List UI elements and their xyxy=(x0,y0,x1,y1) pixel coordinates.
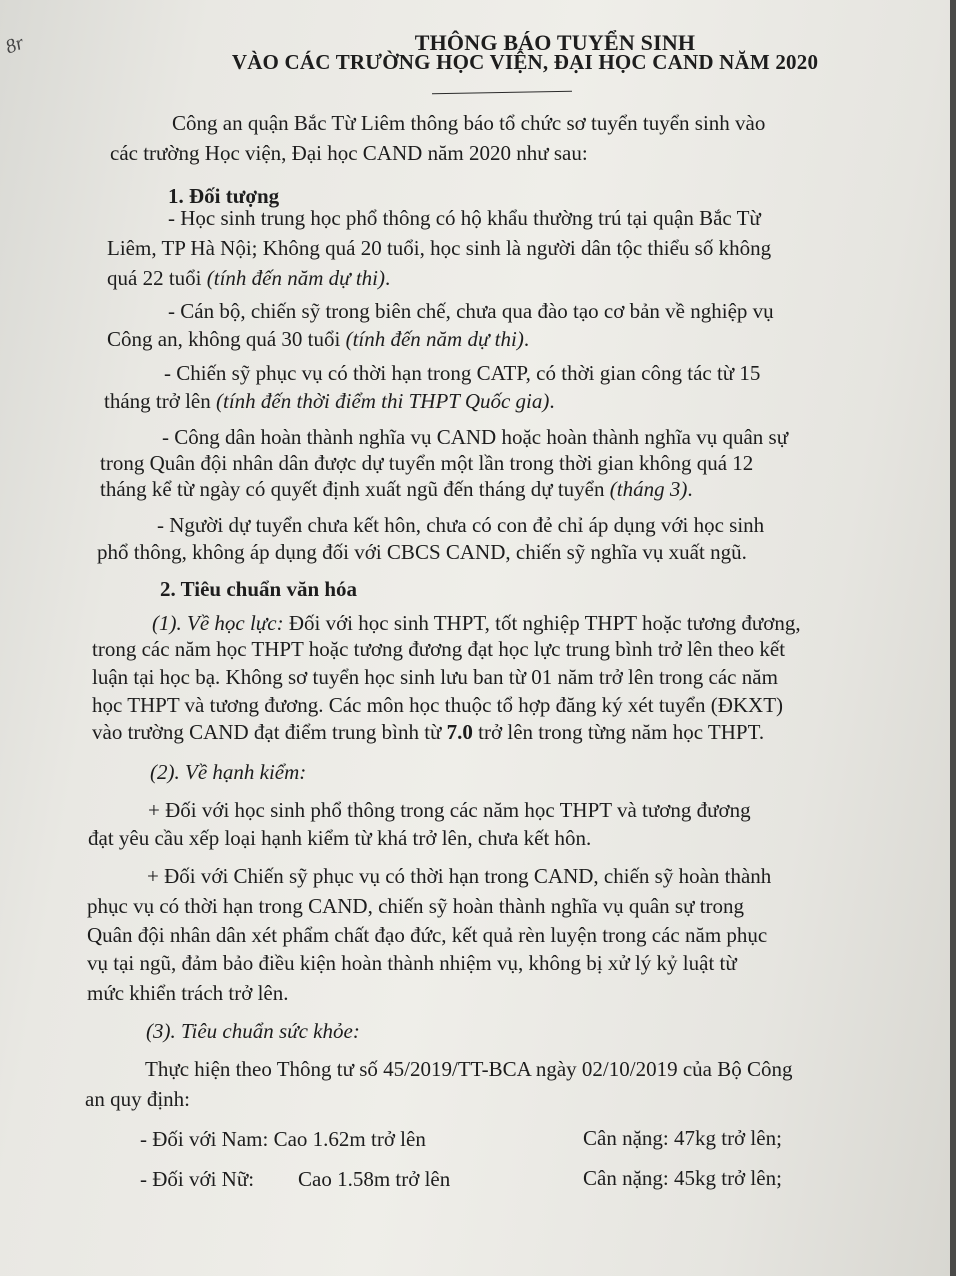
s1-p3-line-1: - Chiến sỹ phục vụ có thời hạn trong CATP, có thời gian công tác từ 15 xyxy=(164,361,761,385)
handwritten-corner-mark: 8r xyxy=(2,31,27,59)
intro-line-1: Công an quận Bắc Từ Liêm thông báo tổ chức sơ tuyển tuyển sinh vào xyxy=(172,111,766,135)
nu-height-requirement: Cao 1.58m trở lên xyxy=(298,1167,451,1191)
s2-hk-label: (2). Về hạnh kiểm: xyxy=(150,760,307,784)
s2-hl-label: (1). Về học lực: xyxy=(152,611,284,635)
s2-hk2-line-1: + Đối với Chiến sỹ phục vụ có thời hạn trong CAND, chiến sỹ hoàn thành xyxy=(147,864,772,888)
s1-p3-line-2 xyxy=(104,388,555,414)
s1-p1-l3-text: quá 22 tuổi xyxy=(107,266,207,290)
s2-hk2-line-3: Quân đội nhân dân xét phẩm chất đạo đức, kết quả rèn luyện trong các năm phục xyxy=(87,923,768,947)
s1-p4-l3-italic: (tháng 3) xyxy=(609,477,688,501)
s1-p1-line-1: - Học sinh trung học phổ thông có hộ khẩu thường trú tại quận Bắc Từ xyxy=(168,206,761,230)
s2-hl-line-4: học THPT và tương đương. Các môn học thuộc tổ hợp đăng ký xét tuyển (ĐKXT) xyxy=(92,693,784,717)
s2-sk-line-1: Thực hiện theo Thông tư số 45/2019/TT-BCA ngày 02/10/2019 của Bộ Công xyxy=(145,1057,793,1081)
s1-p2-line-2 xyxy=(107,326,529,352)
s1-p5-line-1: - Người dự tuyển chưa kết hôn, chưa có con đẻ chỉ áp dụng với học sinh xyxy=(157,513,765,537)
section-2-heading: 2. Tiêu chuẩn văn hóa xyxy=(160,577,358,601)
s2-hk1-line-2: đạt yêu cầu xếp loại hạnh kiểm từ khá trở lên, chưa kết hôn. xyxy=(88,826,592,850)
s1-p4-l3-text: tháng kể từ ngày có quyết định xuất ngũ đến tháng dự tuyển xyxy=(100,477,610,501)
s1-p4-line-3 xyxy=(100,476,693,502)
title-line-1: THÔNG BÁO TUYỂN SINH xyxy=(414,30,696,55)
nu-weight-requirement: Cân nặng: 45kg trở lên; xyxy=(583,1166,782,1190)
title-line-2: VÀO CÁC TRƯỜNG HỌC VIỆN, ĐẠI HỌC CAND NĂM 2020 xyxy=(231,50,819,74)
nam-weight-requirement: Cân nặng: 47kg trở lên; xyxy=(583,1126,782,1150)
s1-p2-l2-italic: (tính đến năm dự thi) xyxy=(345,327,524,351)
s1-p1-l3-end: . xyxy=(385,266,391,290)
s1-p3-l2-text: tháng trở lên xyxy=(104,389,216,413)
s2-hk1-line-1: + Đối với học sinh phổ thông trong các năm học THPT và tương đương xyxy=(148,798,751,822)
s1-p1-line-3 xyxy=(107,265,390,291)
nu-label: - Đối với Nữ: xyxy=(140,1167,255,1191)
s2-sk-line-2: an quy định: xyxy=(85,1087,190,1111)
s2-hl-l1-text: Đối với học sinh THPT, tốt nghiệp THPT hoặc tương đương, xyxy=(283,611,801,635)
title-underline xyxy=(432,91,572,94)
s2-hl-line-3: luận tại học bạ. Không sơ tuyển học sinh lưu ban từ 01 năm trở lên trong các năm xyxy=(92,665,778,689)
intro-line-2: các trường Học viện, Đại học CAND năm 2020 như sau: xyxy=(110,141,588,165)
s2-hk2-line-5: mức khiển trách trở lên. xyxy=(87,981,289,1005)
s1-p4-l3-end: . xyxy=(687,477,693,501)
nam-height-requirement: - Đối với Nam: Cao 1.62m trở lên xyxy=(140,1127,426,1151)
s1-p4-line-1: - Công dân hoàn thành nghĩa vụ CAND hoặc hoàn thành nghĩa vụ quân sự xyxy=(162,425,789,449)
s2-hl-l5-score: 7.0 xyxy=(446,720,473,744)
s2-hl-l5-end: trở lên trong từng năm học THPT. xyxy=(472,720,765,744)
s2-sk-label: (3). Tiêu chuẩn sức khỏe: xyxy=(146,1019,360,1043)
s2-hl-line-2: trong các năm học THPT hoặc tương đương đạt học lực trung bình trở lên theo kết xyxy=(92,637,786,661)
s2-hl-line-5 xyxy=(92,719,764,745)
s1-p4-line-2: trong Quân đội nhân dân được dự tuyển một lần trong thời gian không quá 12 xyxy=(100,451,754,475)
s1-p2-line-1: - Cán bộ, chiến sỹ trong biên chế, chưa qua đào tạo cơ bản về nghiệp vụ xyxy=(168,299,774,323)
s1-p1-l3-italic: (tính đến năm dự thi) xyxy=(206,266,386,290)
s2-hk2-line-2: phục vụ có thời hạn trong CAND, chiến sỹ hoàn thành nghĩa vụ quân sự trong xyxy=(87,894,745,918)
s2-hl-l5-text: vào trường CAND đạt điểm trung bình từ xyxy=(92,720,447,744)
s1-p3-l2-end: . xyxy=(549,389,555,413)
s1-p5-line-2: phổ thông, không áp dụng đối với CBCS CAND, chiến sỹ nghĩa vụ xuất ngũ. xyxy=(97,540,747,564)
s2-hk2-line-4: vụ tại ngũ, đảm bảo điều kiện hoàn thành nhiệm vụ, không bị xử lý kỷ luật từ xyxy=(87,951,737,975)
s1-p3-l2-italic: (tính đến thời điểm thi THPT Quốc gia) xyxy=(216,389,550,413)
s1-p2-l2-end: . xyxy=(523,327,530,351)
section-1-heading: 1. Đối tượng xyxy=(168,184,280,208)
s1-p1-line-2: Liêm, TP Hà Nội; Không quá 20 tuổi, học sinh là người dân tộc thiểu số không xyxy=(107,236,772,260)
s1-p2-l2-text: Công an, không quá 30 tuổi xyxy=(107,327,346,351)
s2-hl-line-1 xyxy=(152,610,801,636)
